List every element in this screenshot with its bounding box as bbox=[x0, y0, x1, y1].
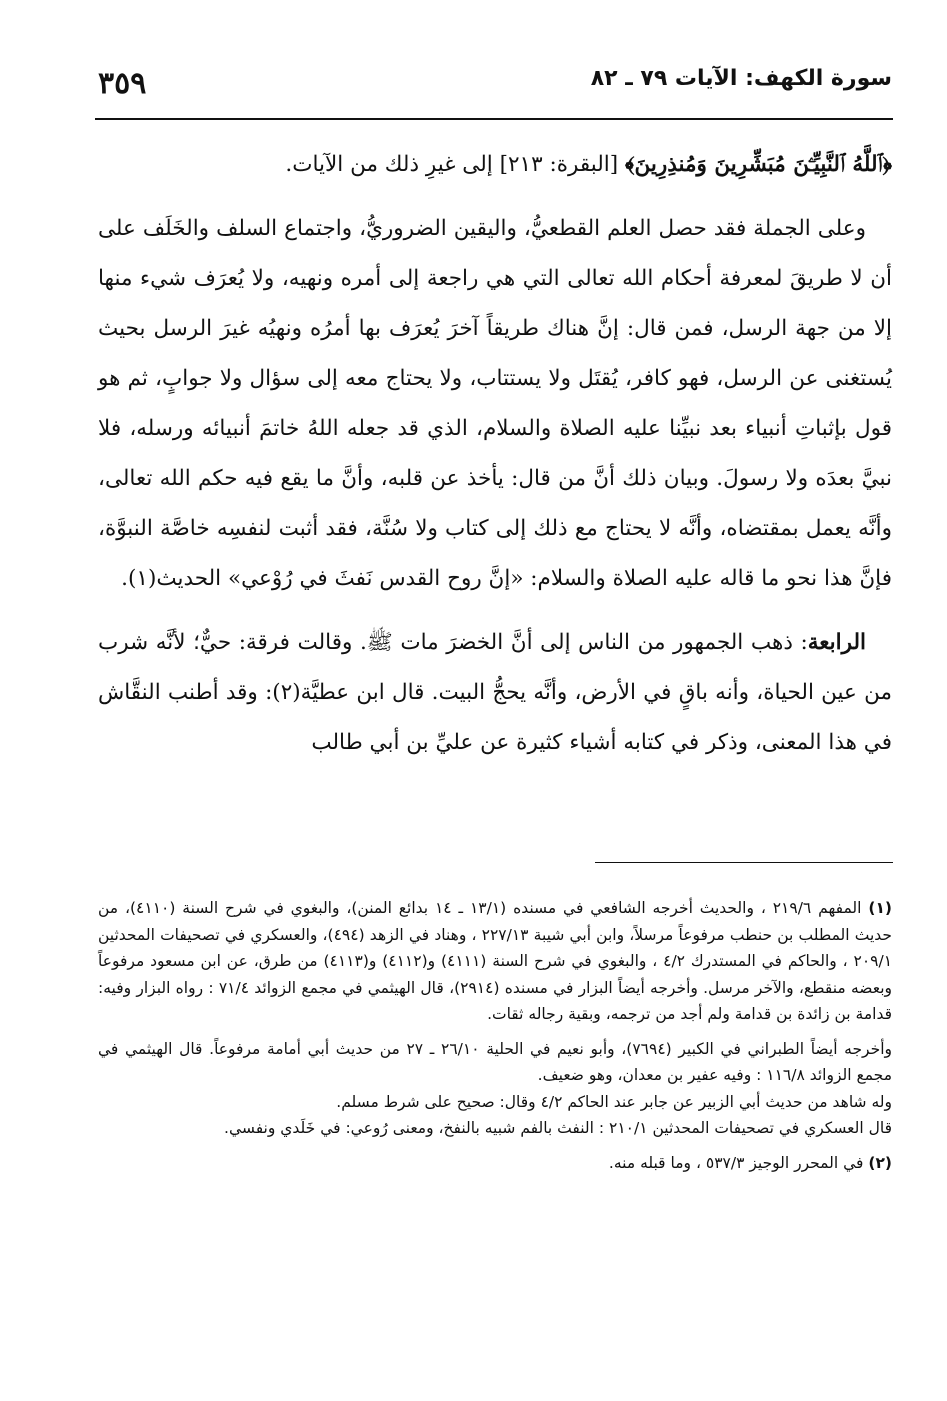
paragraph-quran-citation bbox=[98, 140, 892, 190]
paragraph-fourth-issue bbox=[98, 618, 892, 768]
footnotes bbox=[98, 895, 892, 1176]
footnote-1-continuation: وأخرجه أيضاً الطبراني في الكبير (٧٦٩٤)، وأبو نعيم في الحلية ٢٦/١٠ ـ ٢٧ من حديث أبي أمامة مرفوعاً. قال الهيثمي في مجمع الزوائد ١١٦/٨ : وفيه عفير بن معدان، وهو ضعيف. bbox=[98, 1039, 892, 1084]
header-rule bbox=[95, 118, 893, 120]
footnote-separator bbox=[595, 862, 893, 863]
main-text bbox=[98, 140, 892, 768]
footnote-2 bbox=[98, 1150, 892, 1177]
footnote-1-continuation: وله شاهد من حديث أبي الزبير عن جابر عند الحاكم ٤/٢ وقال: صحيح على شرط مسلم. bbox=[336, 1092, 892, 1111]
footnote-number: (٢) bbox=[868, 1153, 892, 1172]
footnote-number: (١) bbox=[868, 899, 892, 917]
footnote-text: المفهم ٢١٩/٦ ، والحديث أخرجه الشافعي في مسنده (١٣/١ ـ ١٤ بدائع المنن)، والبغوي في شرح السنة (٤١١٠)، من حديث المطلب بن حنطب مرفوعاً مرسلاً، وابن أبي شيبة ٢٢٧/١٣ ، وهناد في الزهد (٤٩٤)، والعسكري في تصحيفات المحدثين ٢٠٩/١ ، والحاكم في المستدرك ٤/٢ ، والبغوي في شرح السنة (٤١١١) و(٤١١٢) و(٤١١٣) من طرق، عن ابن مسعود مرفوعاً وبعضه منقطع، والآخر مرسل. وأخرجه أيضاً البزار في مسنده (٢٩١٤)، قال الهيثمي في مجمع الزوائد ٧١/٤ : رواه البزار وفيه: قدامة بن زائدة بن قدامة ولم أجد من ترجمه، وبقية رجاله ثقات. bbox=[98, 899, 893, 1023]
quran-verse: ﴿ٱللَّهُ ٱلنَّبِيِّـۧنَ مُبَشِّرِينَ وَمُنذِرِينَ﴾ bbox=[624, 152, 892, 177]
paragraph-main: وعلى الجملة فقد حصل العلم القطعيُّ، واليقين الضروريُّ، واجتماع السلف والخَلَف على أن لا طريقَ لمعرفة أحكام الله تعالى التي هي راجعة إلى أمره ونهيه، ولا يُعرَف شيء منها إلا من جهة الرسل، فمن قال: إنَّ هناك طريقاً آخرَ يُعرَف بها أمرُه ونهيُه غيرَ الرسل بحيث يُستغنى عن الرسل، فهو كافر، يُقتَل ولا يستتاب، ولا يحتاج معه إلى سؤال ولا جوابٍ، ثم هو قول بإثباتِ أنبياء بعد نبيِّنا عليه الصلاة والسلام، الذي قد جعله اللهُ خاتمَ أنبيائه ورسله، فلا نبيَّ بعدَه ولا رسولَ. وبيان ذلك أنَّ من قال: يأخذ عن قلبه، وأنَّ ما يقع فيه حكم الله تعالى، وأنَّه يعمل بمقتضاه، وأنَّه لا يحتاج مع ذلك إلى كتاب ولا سُنَّة، فقد أثبت لنفسِه خاصَّة النبوَّة، فإنَّ هذا نحو ما قاله عليه الصلاة والسلام: «إنَّ روح القدس نَفثَ في رُوْعي» الحديث(١). bbox=[98, 216, 892, 591]
section-label: الرابعة bbox=[807, 630, 866, 655]
footnote-text: في المحرر الوجيز ٥٣٧/٣ ، وما قبله منه. bbox=[608, 1153, 869, 1172]
running-title: سورة الكهف: الآيات ٧٩ ـ ٨٢ bbox=[590, 66, 892, 91]
citation-text: [البقرة: ٢١٣] إلى غيرِ ذلك من الآيات. bbox=[285, 152, 625, 177]
page-header bbox=[92, 62, 892, 112]
footnote-1 bbox=[98, 895, 892, 1028]
section-text: : ذهب الجمهور من الناس إلى أنَّ الخضرَ مات ﷺ. وقالت فرقة: حيٌّ؛ لأنَّه شرب من عين الحياة، وأنه باقٍ في الأرض، وأنَّه يحجُّ البيت. قال ابن عطيَّة(٢): وقد أطنب النقَّاش في هذا المعنى، وذكر في كتابه أشياء كثيرة عن عليِّ بن أبي طالب bbox=[98, 630, 892, 755]
page-number: ٣٥٩ bbox=[98, 66, 147, 101]
footnote-1-continuation: قال العسكري في تصحيفات المحدثين ٢١٠/١ : النفث بالفم شبيه بالنفخ، ومعنى رُوعي: في خَلَدي ونفسي. bbox=[224, 1119, 892, 1137]
